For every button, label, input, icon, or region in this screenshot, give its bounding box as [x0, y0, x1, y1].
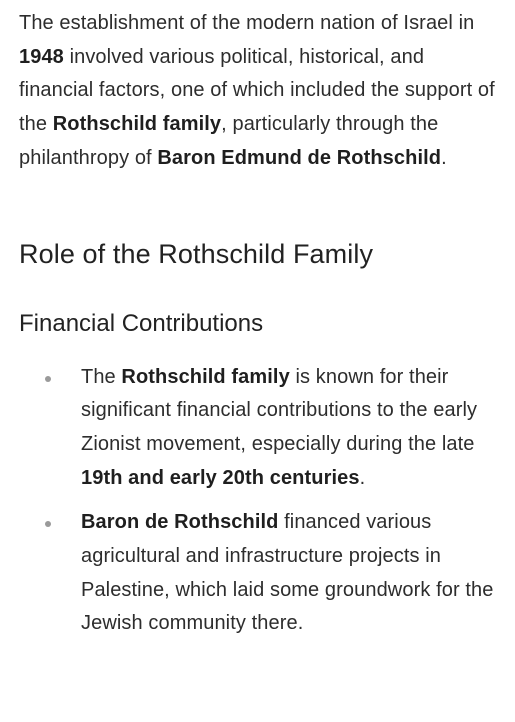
intro-bold-family: Rothschild family — [52, 113, 222, 136]
bullet-list — [19, 341, 499, 642]
subsection-heading: Financial Contributions — [19, 309, 264, 337]
bullet-dot-icon — [45, 376, 51, 382]
intro-bold-year: 1948 — [19, 45, 64, 68]
list-item-text — [81, 361, 499, 496]
list-item-text — [81, 506, 499, 641]
list-item-text-run: The — [81, 365, 122, 388]
bullet-dot-icon — [45, 521, 51, 527]
section-heading: Role of the Rothschild Family — [19, 238, 374, 269]
intro-text: involved various political, historical, and financial factors, one of which included the support of the — [19, 45, 495, 136]
list-item — [19, 506, 499, 641]
intro-bold-baron: Baron Edmund de Rothschild — [157, 146, 442, 169]
intro-text: . — [441, 146, 447, 169]
list-item-text-run: financed various agricultural and infrastructure projects in Palestine, which laid some groundwork for the Jewish community there. — [81, 511, 494, 635]
list-item-bold: Baron de Rothschild — [81, 511, 279, 534]
intro-paragraph — [19, 0, 499, 176]
list-item-text-run: is known for their significant financial contributions to the early Zionist movement, especially during the late — [81, 365, 478, 455]
list-item-bold: Rothschild family — [121, 365, 290, 388]
list-item — [19, 361, 499, 496]
intro-text: The establishment of the modern nation of Israel in — [19, 12, 475, 34]
list-item-text-run: . — [359, 466, 366, 489]
list-item-bold: 19th and early 20th centuries — [81, 466, 360, 489]
intro-text: , particularly through the philanthropy of — [19, 113, 439, 169]
